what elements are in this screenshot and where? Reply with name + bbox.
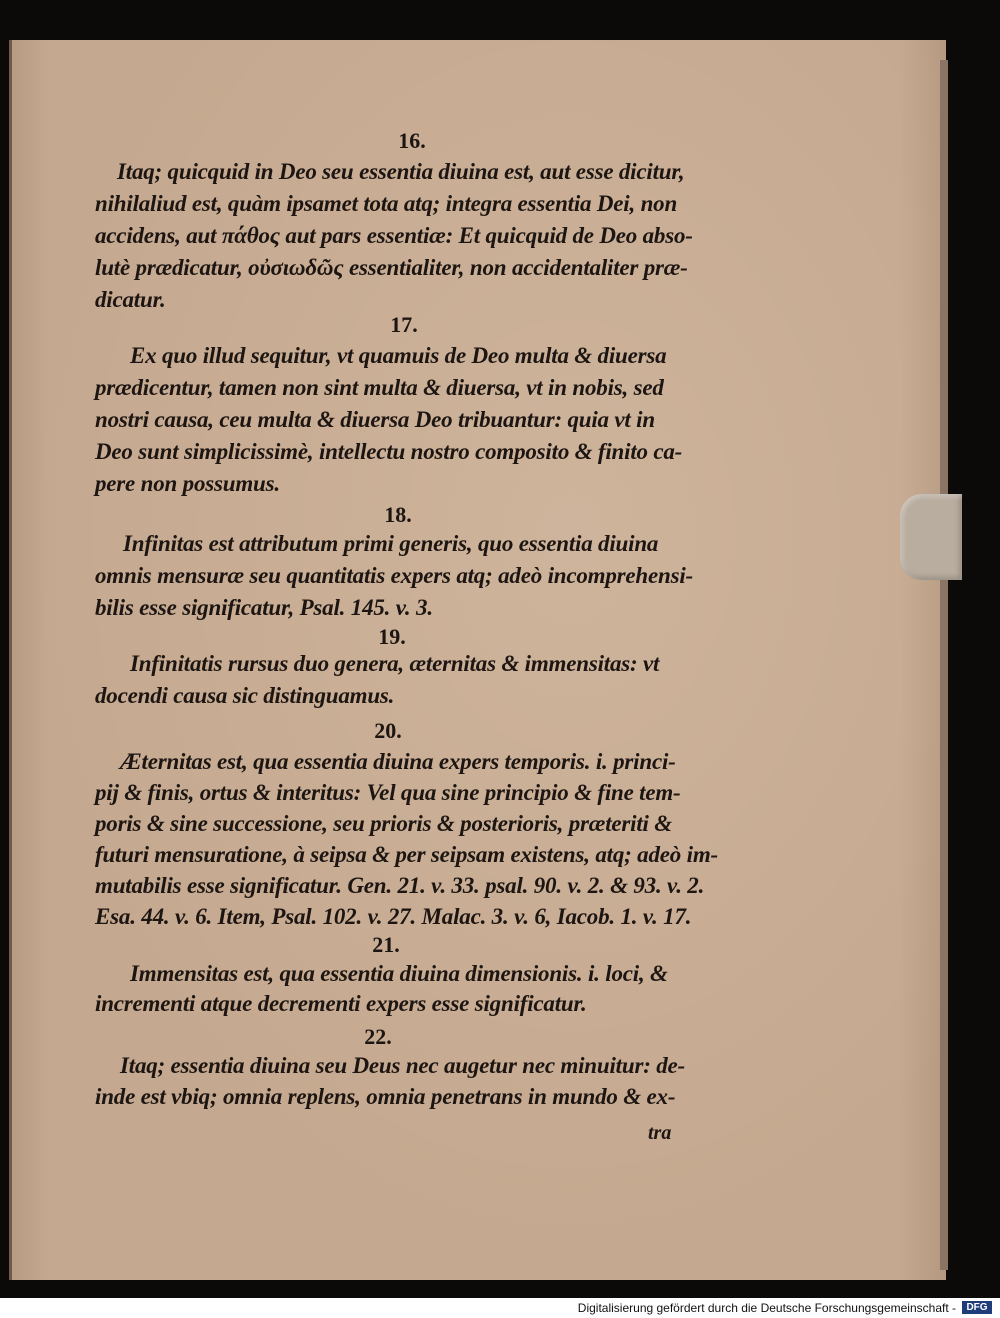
page-fore-edge: [940, 60, 948, 1270]
text-line: futuri mensuratione, à seipsa & per seipsam existens, atq; adeò im-: [95, 842, 718, 867]
text-line: lutè prædicatur, οὐσιωδῶς essentialiter, non accidentaliter præ-: [95, 255, 688, 280]
text-line: prædicentur, tamen non sint multa & diuersa, vt in nobis, sed: [95, 375, 664, 400]
text-line: Itaq; quicquid in Deo seu essentia diuina est, aut esse dicitur,: [117, 159, 685, 184]
section-number: 17.: [390, 312, 418, 337]
text-line: bilis esse significatur, Psal. 145. v. 3.: [95, 595, 433, 620]
text-line: Infinitatis rursus duo genera, æternitas & immensitas: vt: [130, 651, 660, 676]
text-line: Esa. 44. v. 6. Item, Psal. 102. v. 27. Malac. 3. v. 6, Iacob. 1. v. 17.: [95, 904, 692, 929]
text-line: Immensitas est, qua essentia diuina dimensionis. i. loci, &: [130, 961, 668, 986]
text-line: Itaq; essentia diuina seu Deus nec augetur nec minuitur: de-: [120, 1053, 685, 1078]
dfg-logo: DFG: [962, 1301, 992, 1314]
text-line: Deo sunt simplicissimè, intellectu nostro composito & finito ca-: [95, 439, 683, 464]
section-number: 22.: [364, 1024, 392, 1049]
text-line: omnis mensuræ seu quantitatis expers atq; adeò incomprehensi-: [95, 563, 694, 588]
text-line: accidens, aut πάθος aut pars essentiæ: Et quicquid de Deo abso-: [95, 223, 693, 248]
section-number: 21.: [372, 932, 400, 957]
section-number: 18.: [384, 502, 412, 527]
text-line: pij & finis, ortus & interitus: Vel qua sine principio & fine tem-: [95, 780, 681, 805]
text-line: incrementi atque decrementi expers esse significatur.: [95, 991, 587, 1016]
section-number: 16.: [398, 128, 426, 153]
bookmark-tab: [900, 494, 962, 580]
section-number: 20.: [374, 718, 402, 743]
footer-bar: [0, 1298, 1000, 1318]
text-line: mutabilis esse significatur. Gen. 21. v. 33. psal. 90. v. 2. & 93. v. 2.: [95, 873, 705, 898]
text-line: docendi causa sic distinguamus.: [95, 683, 395, 708]
funding-credit: Digitalisierung gefördert durch die Deutsche Forschungsgemeinschaft -: [577, 1301, 956, 1315]
text-line: dicatur.: [95, 287, 166, 312]
text-line: nihilaliud est, quàm ipsamet tota atq; integra essentia Dei, non: [95, 191, 678, 216]
text-line: nostri causa, ceu multa & diuersa Deo tribuantur: quia vt in: [95, 407, 655, 432]
catchword: tra: [648, 1122, 672, 1144]
text-line: Æternitas est, qua essentia diuina expers temporis. i. princi-: [120, 749, 676, 774]
text-line: pere non possumus.: [95, 471, 280, 496]
text-line: poris & sine successione, seu prioris & posterioris, præteriti &: [95, 811, 672, 836]
text-line: Infinitas est attributum primi generis, quo essentia diuina: [123, 531, 659, 556]
text-line: inde est vbiq; omnia replens, omnia penetrans in mundo & ex-: [95, 1084, 676, 1109]
text-line: Ex quo illud sequitur, vt quamuis de Deo multa & diuersa: [130, 343, 667, 368]
section-number: 19.: [378, 624, 406, 649]
page-spine-edge: [9, 40, 12, 1280]
